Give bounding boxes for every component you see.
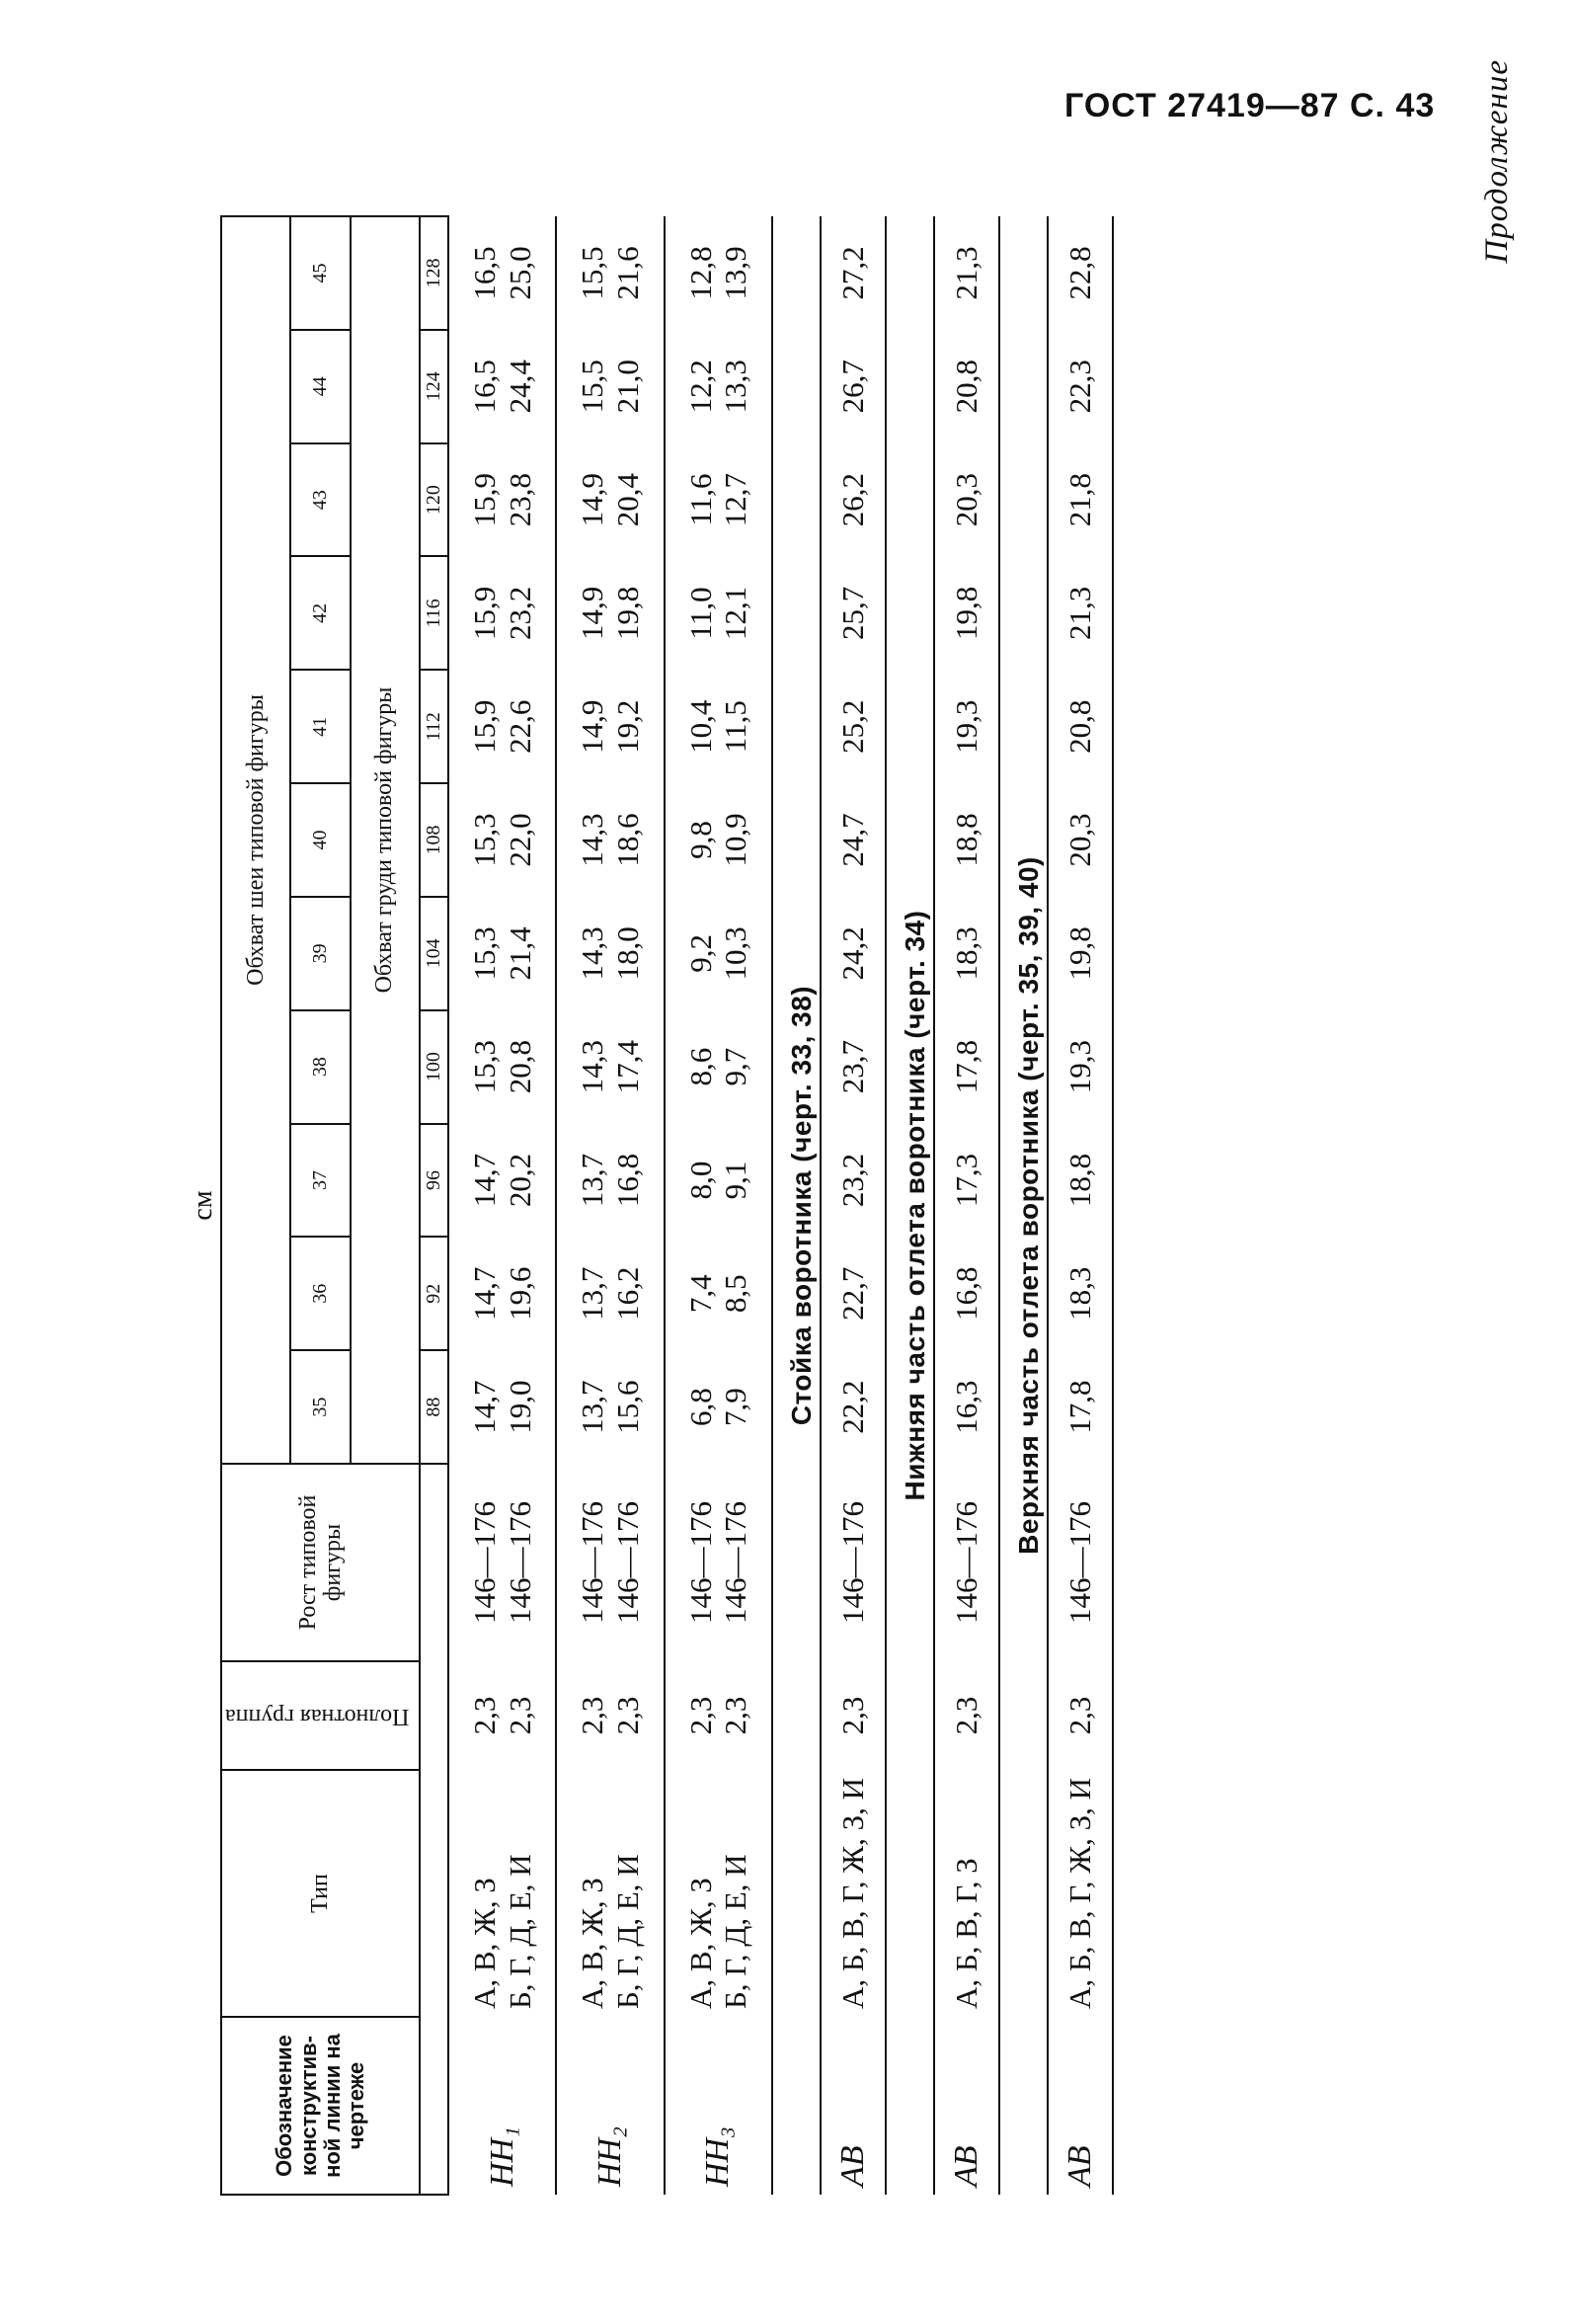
type-cell: А, В, Ж, З Б, Г, Д, Е, И — [448, 1770, 556, 2017]
value-cell: 25,7 — [821, 557, 886, 671]
type-cell: А, Б, В, Г, Ж, З, И — [821, 1770, 886, 2017]
value-cell: 7,4 8,5 — [665, 1237, 772, 1350]
chest-values-row — [420, 216, 448, 2195]
page-header: ГОСТ 27419—87 С. 43 — [1064, 87, 1436, 124]
header-spacer — [420, 1464, 448, 2195]
value-cell: 8,6 9,7 — [665, 1010, 772, 1124]
value-cell: 18,8 — [1048, 1124, 1113, 1238]
neck-value-44: 44 — [290, 330, 351, 443]
value-cell: 14,7 19,0 — [448, 1350, 556, 1464]
col-height-header: Рост типовой фигуры — [221, 1464, 420, 1661]
chest-value-124: 124 — [420, 330, 448, 443]
type-cell: А, В, Ж, З Б, Г, Д, Е, И — [556, 1770, 664, 2017]
section-title: Стойка воротника (черт. 33, 38) — [772, 216, 821, 2195]
neck-value-43: 43 — [290, 443, 351, 557]
value-cell: 13,7 16,8 — [556, 1124, 664, 1238]
value-cell: 17,3 — [934, 1124, 999, 1238]
type-cell: А, Б, В, Г, Ж, З, И — [1048, 1770, 1113, 2017]
value-cell: 18,3 — [934, 897, 999, 1010]
group-cell: 2,3 — [821, 1661, 886, 1770]
table-row — [556, 216, 664, 2195]
height-cell: 146—176 146—176 — [556, 1464, 664, 1661]
rotated-table-container — [186, 215, 1469, 2196]
chest-value-100: 100 — [420, 1010, 448, 1124]
value-cell: 27,2 — [821, 216, 886, 330]
value-cell: 16,5 25,0 — [448, 216, 556, 330]
value-cell: 16,8 — [934, 1237, 999, 1350]
table-row — [448, 216, 556, 2195]
chest-value-116: 116 — [420, 557, 448, 671]
neck-value-40: 40 — [290, 783, 351, 897]
value-cell: 26,2 — [821, 443, 886, 557]
value-cell: 24,2 — [821, 897, 886, 1010]
neck-value-36: 36 — [290, 1237, 351, 1350]
group-cell: 2,3 2,3 — [448, 1661, 556, 1770]
chest-value-112: 112 — [420, 670, 448, 783]
table-row — [1048, 216, 1113, 2195]
group-cell: 2,3 2,3 — [556, 1661, 664, 1770]
value-cell: 26,7 — [821, 330, 886, 443]
value-cell: 14,9 19,2 — [556, 670, 664, 783]
group-cell: 2,3 — [1048, 1661, 1113, 1770]
value-cell: 20,3 — [1048, 783, 1113, 897]
section-title: Нижняя часть отлета воротника (черт. 34) — [886, 216, 934, 2195]
value-cell: 20,3 — [934, 443, 999, 557]
designation-cell: НН₂ — [556, 2017, 664, 2195]
value-cell: 14,9 20,4 — [556, 443, 664, 557]
height-cell: 146—176 146—176 — [448, 1464, 556, 1661]
value-cell: 17,8 — [1048, 1350, 1113, 1464]
value-cell: 18,3 — [1048, 1237, 1113, 1350]
value-cell: 19,3 — [1048, 1010, 1113, 1124]
value-cell: 15,3 22,0 — [448, 783, 556, 897]
designation-cell: АВ — [821, 2017, 886, 2195]
value-cell: 15,3 21,4 — [448, 897, 556, 1010]
value-cell: 25,2 — [821, 670, 886, 783]
height-cell: 146—176 — [934, 1464, 999, 1661]
value-cell: 13,7 15,6 — [556, 1350, 664, 1464]
value-cell: 21,3 — [1048, 557, 1113, 671]
height-cell: 146—176 146—176 — [665, 1464, 772, 1661]
value-cell: 19,8 — [934, 557, 999, 671]
section-title: Верхняя часть отлета воротника (черт. 35, 39, 40) — [999, 216, 1048, 2195]
col-type-header: Тип — [221, 1770, 420, 2017]
section-title-row — [886, 216, 934, 2195]
value-cell: 15,5 21,6 — [556, 216, 664, 330]
value-cell: 9,2 10,3 — [665, 897, 772, 1010]
value-cell: 20,8 — [1048, 670, 1113, 783]
neck-header: Обхват шеи типовой фигуры — [221, 216, 290, 1464]
chest-value-92: 92 — [420, 1237, 448, 1350]
value-cell: 14,3 17,4 — [556, 1010, 664, 1124]
designation-cell: АВ — [1048, 2017, 1113, 2195]
unit-label: см — [188, 1190, 218, 1221]
group-cell: 2,3 — [934, 1661, 999, 1770]
value-cell: 17,8 — [934, 1010, 999, 1124]
chest-value-104: 104 — [420, 897, 448, 1010]
designation-cell: АВ — [934, 2017, 999, 2195]
chest-value-88: 88 — [420, 1350, 448, 1464]
neck-value-42: 42 — [290, 557, 351, 671]
neck-value-38: 38 — [290, 1010, 351, 1124]
value-cell: 15,9 22,6 — [448, 670, 556, 783]
value-cell: 11,0 12,1 — [665, 557, 772, 671]
col-group-label: Полнотная группа — [225, 1703, 410, 1729]
value-cell: 13,7 16,2 — [556, 1237, 664, 1350]
value-cell: 16,3 — [934, 1350, 999, 1464]
value-cell: 20,8 — [934, 330, 999, 443]
value-cell: 8,0 9,1 — [665, 1124, 772, 1238]
neck-value-45: 45 — [290, 216, 351, 330]
value-cell: 15,9 23,2 — [448, 557, 556, 671]
value-cell: 14,7 19,6 — [448, 1237, 556, 1350]
designation-cell: НН₁ — [448, 2017, 556, 2195]
value-cell: 12,8 13,9 — [665, 216, 772, 330]
value-cell: 18,8 — [934, 783, 999, 897]
value-cell: 22,2 — [821, 1350, 886, 1464]
col-designation-header: Обозначение конструктивной линии на чертеже — [221, 2017, 420, 2195]
value-cell: 21,3 — [934, 216, 999, 330]
value-cell: 15,9 23,8 — [448, 443, 556, 557]
section-title-row — [999, 216, 1048, 2195]
neck-value-35: 35 — [290, 1350, 351, 1464]
value-cell: 24,7 — [821, 783, 886, 897]
value-cell: 11,6 12,7 — [665, 443, 772, 557]
value-cell: 22,7 — [821, 1237, 886, 1350]
table-row — [821, 216, 886, 2195]
table-row — [665, 216, 772, 2195]
value-cell: 15,5 21,0 — [556, 330, 664, 443]
gost-table — [186, 215, 1114, 2196]
value-cell: 19,8 — [1048, 897, 1113, 1010]
section-title-row — [772, 216, 821, 2195]
value-cell: 16,5 24,4 — [448, 330, 556, 443]
table-row — [934, 216, 999, 2195]
height-cell: 146—176 — [821, 1464, 886, 1661]
value-cell: 10,4 11,5 — [665, 670, 772, 783]
value-cell: 6,8 7,9 — [665, 1350, 772, 1464]
chest-value-96: 96 — [420, 1124, 448, 1238]
type-cell: А, В, Ж, З Б, Г, Д, Е, И — [665, 1770, 772, 2017]
value-cell: 23,2 — [821, 1124, 886, 1238]
continuation-label: Продолжение — [1479, 59, 1515, 264]
value-cell: 22,3 — [1048, 330, 1113, 443]
value-cell: 15,3 20,8 — [448, 1010, 556, 1124]
chest-value-120: 120 — [420, 443, 448, 557]
value-cell: 9,8 10,9 — [665, 783, 772, 897]
col-group-header — [221, 1661, 420, 1770]
value-cell: 23,7 — [821, 1010, 886, 1124]
neck-value-41: 41 — [290, 670, 351, 783]
group-cell: 2,3 2,3 — [665, 1661, 772, 1770]
chest-header: Обхват груди типовой фигуры — [351, 216, 420, 1464]
chest-value-108: 108 — [420, 783, 448, 897]
value-cell: 14,3 18,0 — [556, 897, 664, 1010]
value-cell: 14,9 19,8 — [556, 557, 664, 671]
height-cell: 146—176 — [1048, 1464, 1113, 1661]
neck-value-37: 37 — [290, 1124, 351, 1238]
type-cell: А, Б, В, Г, З — [934, 1770, 999, 2017]
chest-value-128: 128 — [420, 216, 448, 330]
value-cell: 14,7 20,2 — [448, 1124, 556, 1238]
value-cell: 12,2 13,3 — [665, 330, 772, 443]
value-cell: 19,3 — [934, 670, 999, 783]
table-body — [448, 216, 1113, 2195]
value-cell: 14,3 18,6 — [556, 783, 664, 897]
neck-value-39: 39 — [290, 897, 351, 1010]
value-cell: 22,8 — [1048, 216, 1113, 330]
designation-cell: НН₃ — [665, 2017, 772, 2195]
value-cell: 21,8 — [1048, 443, 1113, 557]
